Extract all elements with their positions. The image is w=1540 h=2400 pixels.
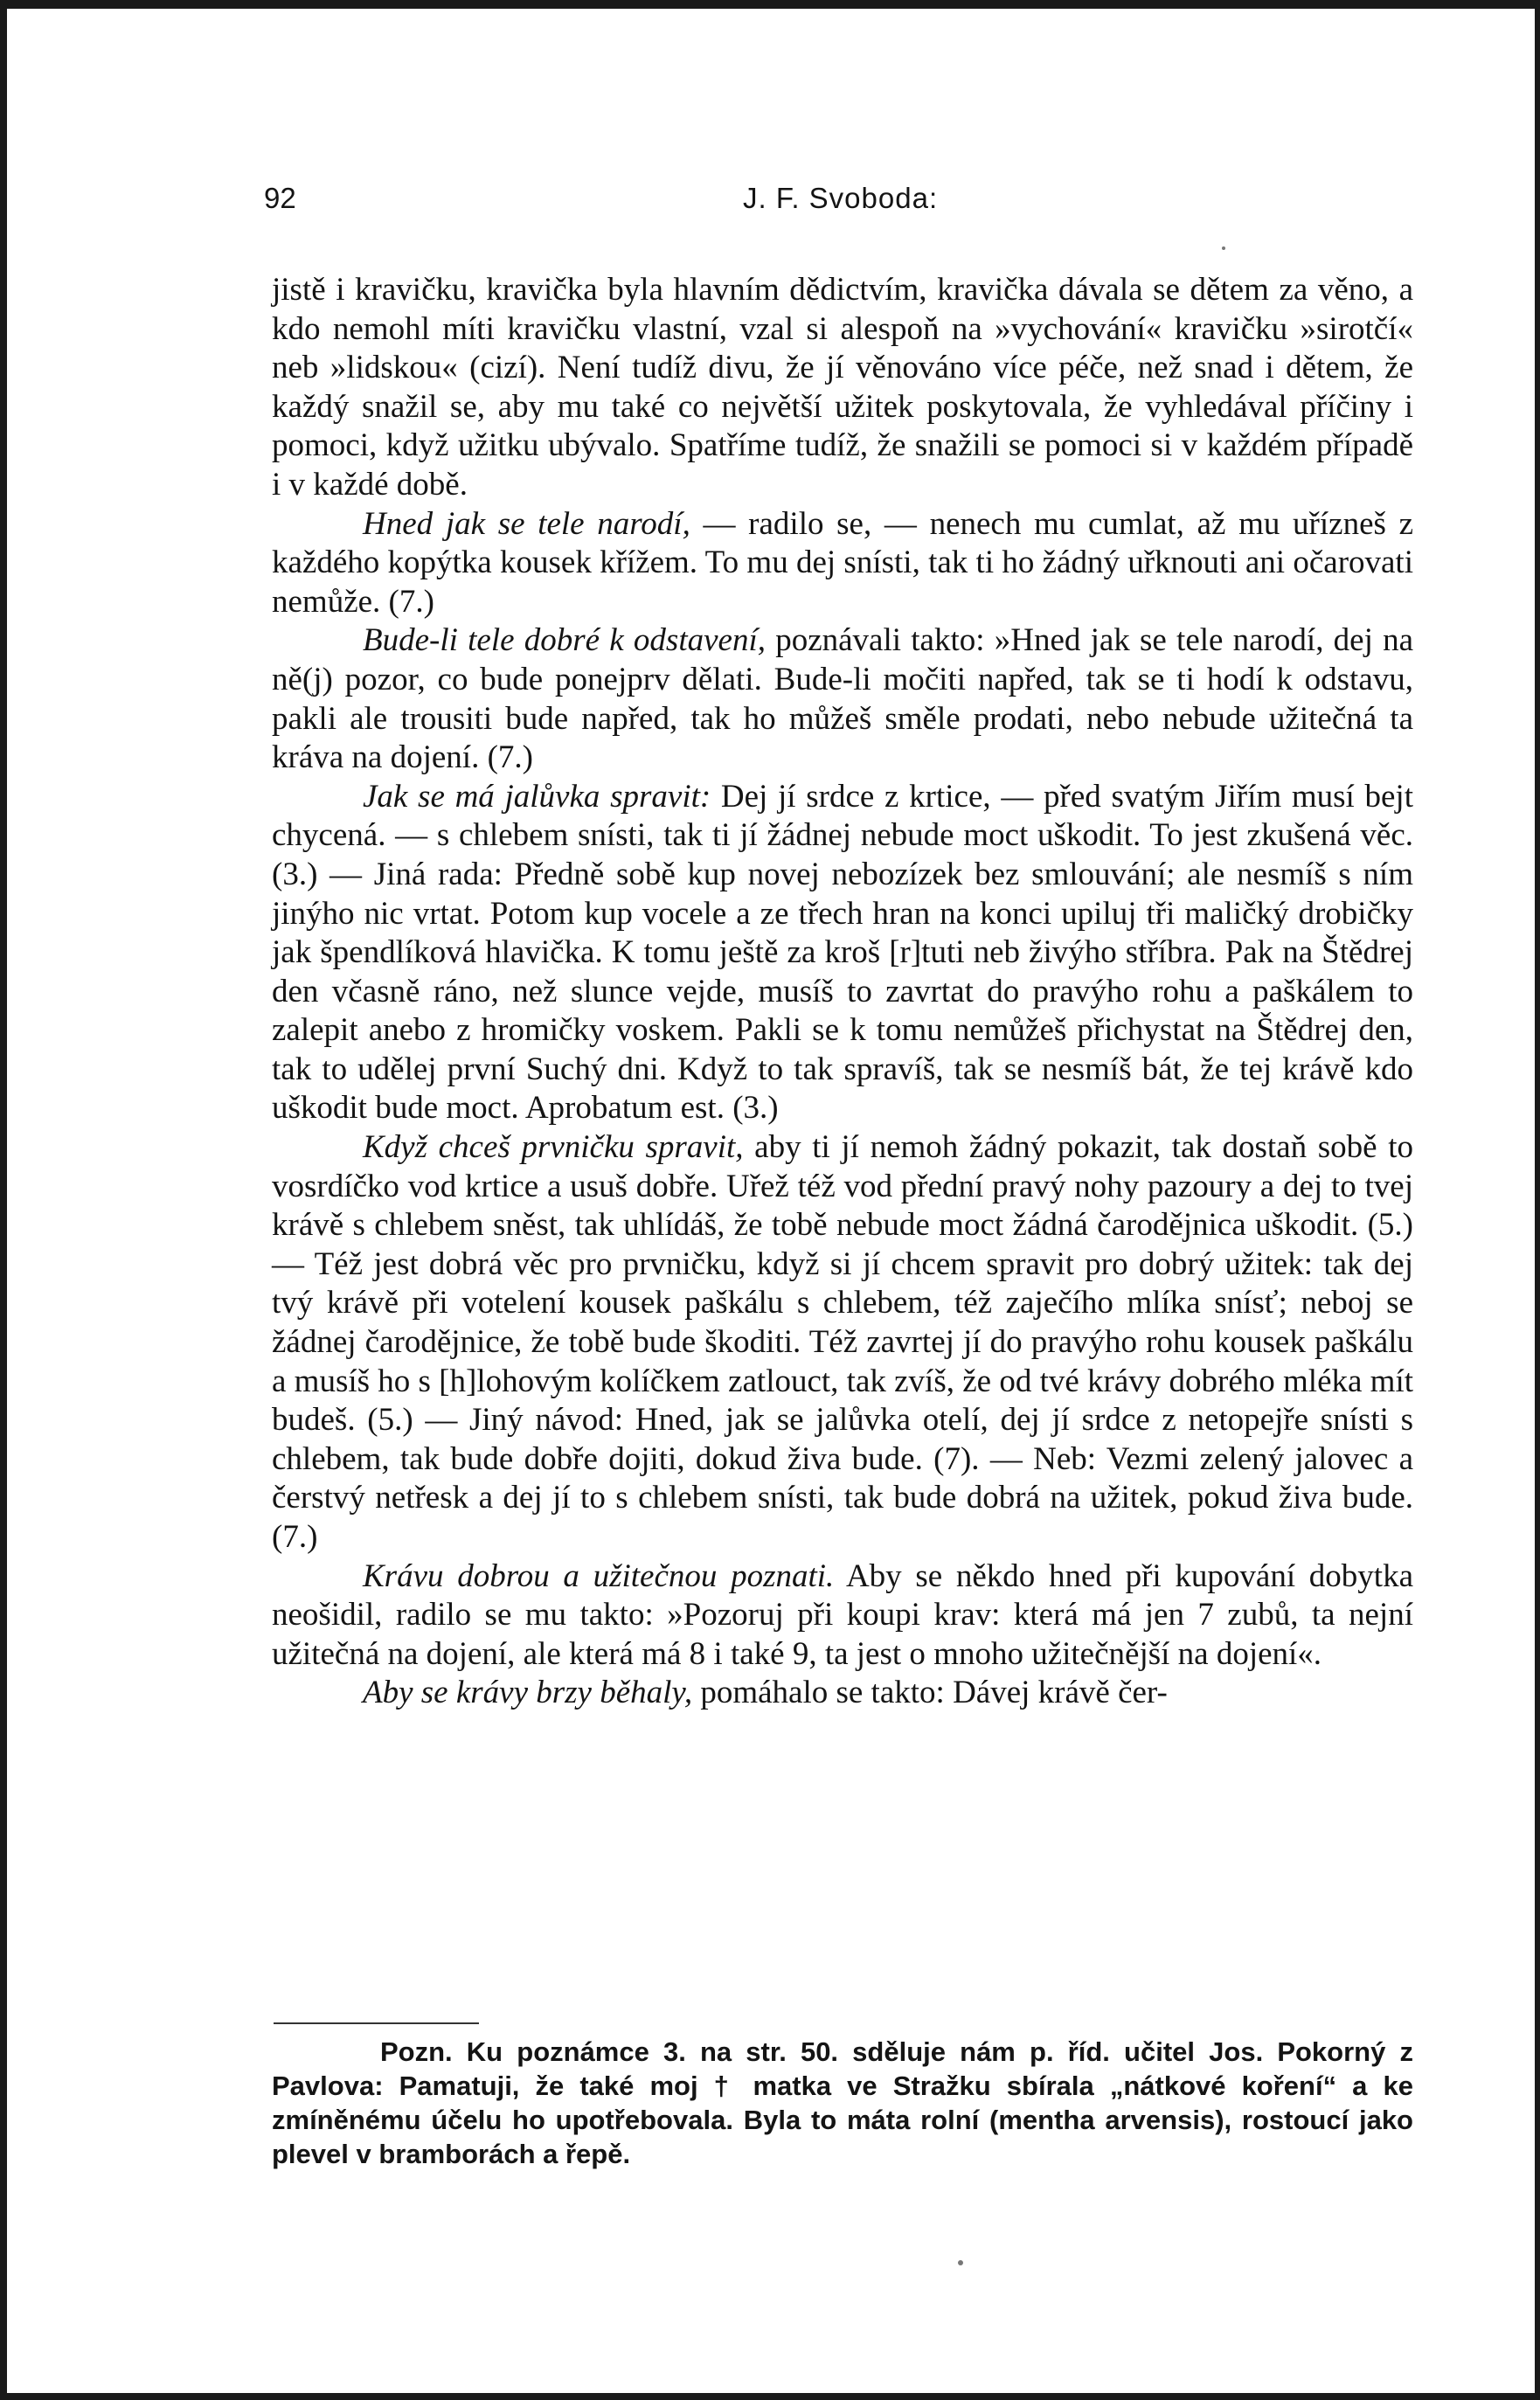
paragraph-lead: Když chceš prvničku spravit,: [363, 1129, 744, 1166]
paragraph: [272, 505, 1413, 622]
paragraph-text: pomáhalo se takto: Dávej krávě čer-: [692, 1675, 1168, 1711]
paragraph: [272, 1557, 1413, 1675]
paper-speck: [958, 2260, 963, 2265]
paragraph-text: Aby se někdo hned při kupování dobytka neošidil, radilo se mu takto: »Pozoruj při koupi krav: která má jen 7 zubů, ta nejní užitečná na dojení, ale která má 8 i také 9, ta jest o mnoho užitečnější na dojení«.: [272, 1557, 1413, 1672]
paragraph: [272, 271, 1413, 505]
page-header: [7, 175, 1535, 227]
paragraph: [272, 1128, 1413, 1557]
paragraph-text: aby ti jí nemoh žádný pokazit, tak dostaň sobě to vosrdíčko vod krtice a usuš dobře. Uřež též vod přední pravý nohy pazoury a dej to tvej krávě s chlebem sněst, tak uhlídáš, že tobě nebude moct žádná čarodějnica uškodit. (5.) — Též jest dobrá věc pro prvničku, když si jí chcem spravit pro dobrý užitek: tak dej tvý krávě při votelení kousek paškálu s chlebem, též zaječího mlíka snísť; neboj se žádnej čarodějnice, že tobě bude škoditi. Též zavrtej jí do pravýho rohu kousek paškálu a musíš ho s [h]lohovým kolíčkem zatlouct, tak zvíš, že od tvé krávy dobrého mléka mít budeš. (5.) — Jiný návod: Hned, jak se jalůvka otelí, dej jí srdce z netopejře snísti s chlebem, tak bude dobře dojiti, dokud živa bude. (7). — Neb: Vezmi zelený jalovec a čerstvý netřesk a dej jí to s chlebem snísti, tak bude dobrá na užitek, pokud živa bude. (7.): [272, 1129, 1414, 1555]
paper-speck: [1222, 246, 1225, 250]
paragraph: [272, 778, 1413, 1128]
body-text: [272, 271, 1413, 1713]
paragraph-lead: Hned jak se tele narodí,: [363, 505, 690, 542]
running-head: J. F. Svoboda:: [743, 182, 939, 214]
footnote: Pozn. Ku poznámce 3. na str. 50. sděluje nám p. říd. učitel Jos. Pokorný z Pavlova: Pamatuji, že také moj † matka ve Stražku sbírala „nátkové koření“ a ke zmíněnému účelu ho upotřebovala. Byla to máta rolní (mentha arvensis), rostoucí jako plevel v bramborách a řepě.: [272, 2036, 1413, 2169]
paragraph-text: — radilo se, — nenech mu cumlat, až mu uřízneš z každého kopýtka kousek křížem. To mu dej snísti, tak ti ho žádný uřknouti ani očarovati nemůže. (7.): [272, 505, 1413, 620]
paragraph-lead: Aby se krávy brzy běhaly,: [363, 1675, 693, 1711]
paragraph-lead: Bude-li tele dobré k odstavení,: [363, 622, 766, 659]
book-page: [7, 9, 1535, 2393]
page-number: 92: [264, 182, 296, 214]
footnote-divider: [274, 2022, 479, 2024]
paragraph-lead: Krávu dobrou a užitečnou poznati.: [363, 1557, 835, 1594]
paragraph: [272, 621, 1413, 777]
paragraph: [272, 1674, 1413, 1713]
paragraph-text: jistě i kravičku, kravička byla hlavním dědictvím, kravička dávala se dětem za věno, a kdo nemohl míti kravičku vlastní, vzal si alespoň na »vychování« kravičku »sirotčí« neb »lidskou« (cizí). Není tudíž divu, že jí věnováno více péče, než snad i dětem, že každý snažil se, aby mu také co největší užitek poskytovala, že vyhledával příčiny i pomoci, když užitku ubývalo. Spatříme tudíž, že snažili se pomoci si v každém případě i v každé době.: [272, 272, 1413, 503]
paragraph-text: poznávali takto: »Hned jak se tele narodí, dej na ně(j) pozor, co bude ponejprv dělati. Bude-li močiti napřed, tak se ti hodí k odstavu, pakli ale trousiti bude napřed, tak ho můžeš směle prodati, nebo nebude užitečná ta kráva na dojení. (7.): [272, 622, 1413, 776]
paragraph-text: Dej jí srdce z krtice, — před svatým Jiřím musí bejt chycená. — s chlebem snísti, tak ti jí žádnej nebude moct uškodit. To jest zkušená věc. (3.) — Jiná rada: Předně sobě kup novej nebozízek bez smlouvání; ale nesmíš s ním jinýho nic vrtat. Potom kup vocele a ze třech hran na konci upiluj tři maličký drobičky jak špendlíková hlavička. K tomu ještě za kroš [r]tuti neb živýho stříbra. Pak na Štědrej den včasně ráno, než slunce vejde, musíš to zavrtat do pravýho rohu a paškálem to zalepit anebo z hromičky voskem. Pakli se k tomu nemůžeš přichystat na Štědrej den, tak to udělej první Suchý dni. Když to tak spravíš, tak se nesmíš bát, že tej krávě kdo uškodit bude moct. Aprobatum est. (3.): [272, 778, 1413, 1127]
paragraph-lead: Jak se má jalůvka spravit:: [363, 778, 711, 815]
